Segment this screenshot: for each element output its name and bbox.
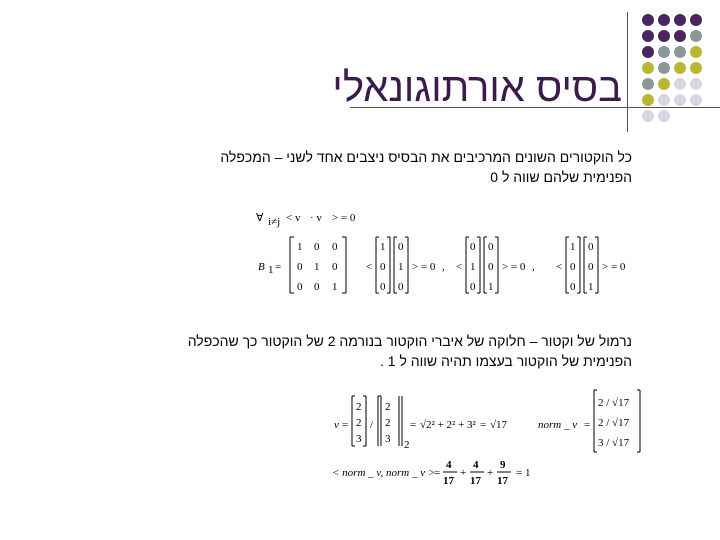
norm-subscript: 2 xyxy=(404,439,410,451)
norm-vector-cell: 3 xyxy=(385,433,391,445)
vector-cell: 1 xyxy=(398,261,404,273)
lt-sign: < xyxy=(556,261,563,273)
vector-cell: 1 xyxy=(588,281,594,293)
vector-cell: 2 xyxy=(356,401,362,413)
fraction xyxy=(470,459,484,487)
vector-cell: 3 xyxy=(356,433,362,445)
vector-cell: 0 xyxy=(470,241,476,253)
equals-sign: = xyxy=(410,419,417,431)
norm-v-label: norm _ v xyxy=(538,419,578,431)
equals-sign: = xyxy=(434,467,441,479)
paragraph-line: הפנימית של הוקטור בעצמו תהיה שווה ל 1 . xyxy=(379,353,632,369)
subscript: i≠j xyxy=(268,216,281,228)
result-text: > = 0 xyxy=(602,261,626,273)
denominator: 17 xyxy=(470,475,481,487)
equals-one: = 1 xyxy=(516,467,531,479)
paragraph-normalization xyxy=(188,331,632,371)
inner-product-pair-2 xyxy=(456,237,535,293)
paragraph-line: נרמול של וקטור – חלוקה של איברי הוקטור בנורמה 2 של הוקטור כך שהכפלה xyxy=(187,333,632,349)
matrix-cell: 0 xyxy=(332,261,338,273)
fraction xyxy=(497,459,511,487)
matrix-cell: 1 xyxy=(297,241,303,253)
matrix-cell: 1 xyxy=(332,281,338,293)
norm-vector-entry: 2 / √17 xyxy=(598,417,630,429)
vector-cell: 0 xyxy=(570,281,576,293)
paragraph-line: כל הוקטורים השונים המרכיבים את הבסיס ניצבים אחד לשני – המכפלה xyxy=(220,149,632,165)
norm-vector-cell: 2 xyxy=(385,417,391,429)
comma: , xyxy=(532,261,535,273)
vector-cell: 0 xyxy=(588,261,594,273)
norm-vector-entry: 3 / √17 xyxy=(598,437,630,449)
vector-cell: 0 xyxy=(398,281,404,293)
dot-product: · v xyxy=(310,212,322,224)
comma: , xyxy=(442,261,445,273)
inner-product-lhs: < norm _ v, norm _ v > xyxy=(332,467,436,479)
slide-title: בסיס אורתוגונאלי xyxy=(332,66,622,110)
matrix-cell: 0 xyxy=(332,241,338,253)
fraction xyxy=(443,459,457,487)
basis-label: B xyxy=(258,261,265,273)
vector-cell: 0 xyxy=(488,261,494,273)
sqrt-expression: √2² + 2² + 3² xyxy=(420,419,476,431)
vector-cell: 1 xyxy=(488,281,494,293)
equals-sign: = xyxy=(342,419,349,431)
v-label: v xyxy=(334,419,339,431)
vector-cell: 1 xyxy=(470,261,476,273)
vector-cell: 0 xyxy=(380,261,386,273)
numerator: 9 xyxy=(500,459,506,471)
divider-vertical xyxy=(627,12,628,132)
vector-cell: 0 xyxy=(488,241,494,253)
numerator: 4 xyxy=(473,459,479,471)
vector-cell: 0 xyxy=(570,261,576,273)
vector-cell: 0 xyxy=(470,281,476,293)
vector-cell: 1 xyxy=(570,241,576,253)
matrix-cell: 1 xyxy=(314,261,320,273)
plus-sign: + xyxy=(487,467,494,479)
matrix-cell: 0 xyxy=(314,241,320,253)
vector-cell: 0 xyxy=(398,241,404,253)
basis-subscript: 1 xyxy=(268,264,274,276)
inner-product-pair-1 xyxy=(366,237,445,293)
vector-cell: 0 xyxy=(588,241,594,253)
vector-cell: 1 xyxy=(380,241,386,253)
equals-zero: > = 0 xyxy=(332,212,356,224)
equals-sign: = xyxy=(275,261,282,273)
plus-sign: + xyxy=(460,467,467,479)
denominator: 17 xyxy=(497,475,508,487)
decorative-dot-grid xyxy=(640,12,710,122)
inner-product-open: < v xyxy=(286,212,301,224)
vector-cell: 2 xyxy=(356,417,362,429)
formula-orthogonal-basis xyxy=(252,205,642,300)
equals-sign: = xyxy=(584,419,591,431)
denominator: 17 xyxy=(443,475,454,487)
sqrt-17: √17 xyxy=(490,419,508,431)
numerator: 4 xyxy=(446,459,452,471)
matrix-cell: 0 xyxy=(314,281,320,293)
lt-sign: < xyxy=(366,261,373,273)
paragraph-line: הפנימית שלהם שווה ל 0 xyxy=(490,169,632,185)
matrix-cell: 0 xyxy=(297,281,303,293)
matrix-cell: 0 xyxy=(297,261,303,273)
result-text: > = 0 xyxy=(502,261,526,273)
equals-sign: = xyxy=(480,419,487,431)
inner-product-pair-3 xyxy=(556,237,626,293)
forall-symbol: ∀ xyxy=(256,212,264,224)
lt-sign: < xyxy=(456,261,463,273)
vector-cell: 0 xyxy=(380,281,386,293)
formula-normalization xyxy=(330,388,650,488)
norm-vector-entry: 2 / √17 xyxy=(598,397,630,409)
norm-vector-cell: 2 xyxy=(385,401,391,413)
paragraph-orthogonality xyxy=(220,147,632,187)
divide-bar: / xyxy=(370,419,374,431)
result-text: > = 0 xyxy=(412,261,436,273)
matrix-identity xyxy=(290,237,346,293)
